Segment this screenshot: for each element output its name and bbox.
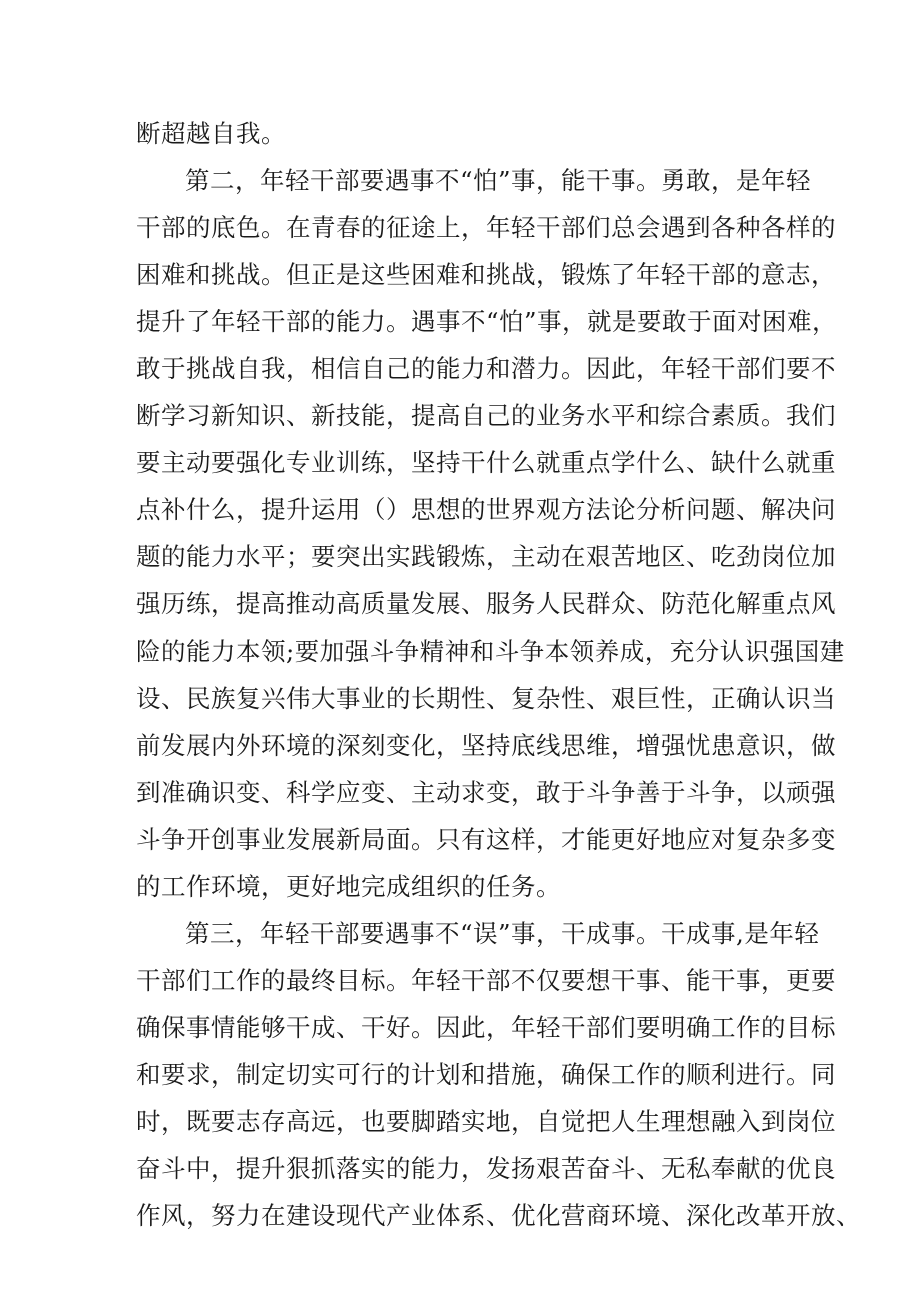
text-line: 点补什么，提升运用（）思想的世界观方法论分析问题、解决问 bbox=[136, 495, 836, 525]
text-line: 设、民族复兴伟大事业的长期性、复杂性、艰巨性，正确认识当 bbox=[136, 683, 836, 713]
document-body bbox=[136, 110, 861, 1239]
paragraph-start-line: 第三，年轻干部要遇事不“误”事，干成事。干成事,是年轻 bbox=[185, 918, 820, 948]
text-line: 和要求，制定切实可行的计划和措施，确保工作的顺利进行。同 bbox=[136, 1059, 836, 1089]
text-line: 提升了年轻干部的能力。遇事不“怕”事，就是要敢于面对困难， bbox=[136, 307, 838, 337]
text-line: 奋斗中，提升狠抓落实的能力，发扬艰苦奋斗、无私奉献的优良 bbox=[136, 1154, 836, 1184]
text-line: 干部们工作的最终目标。年轻干部不仅要想干事、能干事，更要 bbox=[136, 965, 836, 995]
text-line: 题的能力水平；要突出实践锻炼，主动在艰苦地区、吃劲岗位加 bbox=[136, 542, 836, 572]
text-line: 断超越自我。 bbox=[136, 119, 286, 148]
text-line: 断学习新知识、新技能，提高自己的业务水平和综合素质。我们 bbox=[136, 401, 836, 431]
paragraph-start-line: 第二，年轻干部要遇事不“怕”事，能干事。勇敢，是年轻 bbox=[185, 166, 812, 196]
text-line: 时，既要志存高远，也要脚踏实地，自觉把人生理想融入到岗位 bbox=[136, 1106, 836, 1136]
text-line: 作风，努力在建设现代产业体系、优化营商环境、深化改革开放、 bbox=[136, 1201, 861, 1231]
text-line: 的工作环境，更好地完成组织的任务。 bbox=[136, 871, 561, 901]
text-line: 困难和挑战。但正是这些困难和挑战，锻炼了年轻干部的意志， bbox=[136, 260, 836, 290]
text-line: 敢于挑战自我，相信自己的能力和潜力。因此，年轻干部们要不 bbox=[136, 354, 836, 384]
text-line: 确保事情能够干成、干好。因此，年轻干部们要明确工作的目标 bbox=[136, 1012, 836, 1042]
text-line: 强历练，提高推动高质量发展、服务人民群众、防范化解重点风 bbox=[136, 589, 836, 619]
text-line: 干部的底色。在青春的征途上，年轻干部们总会遇到各种各样的 bbox=[136, 213, 836, 243]
text-line: 前发展内外环境的深刻变化，坚持底线思维，增强忧患意识，做 bbox=[136, 730, 836, 760]
text-line: 到准确识变、科学应变、主动求变，敢于斗争善于斗争，以顽强 bbox=[136, 777, 836, 807]
text-line: 斗争开创事业发展新局面。只有这样，才能更好地应对复杂多变 bbox=[136, 824, 836, 854]
text-line: 险的能力本领;要加强斗争精神和斗争本领养成，充分认识强国建 bbox=[136, 636, 845, 666]
text-line: 要主动要强化专业训练，坚持干什么就重点学什么、缺什么就重 bbox=[136, 448, 836, 478]
